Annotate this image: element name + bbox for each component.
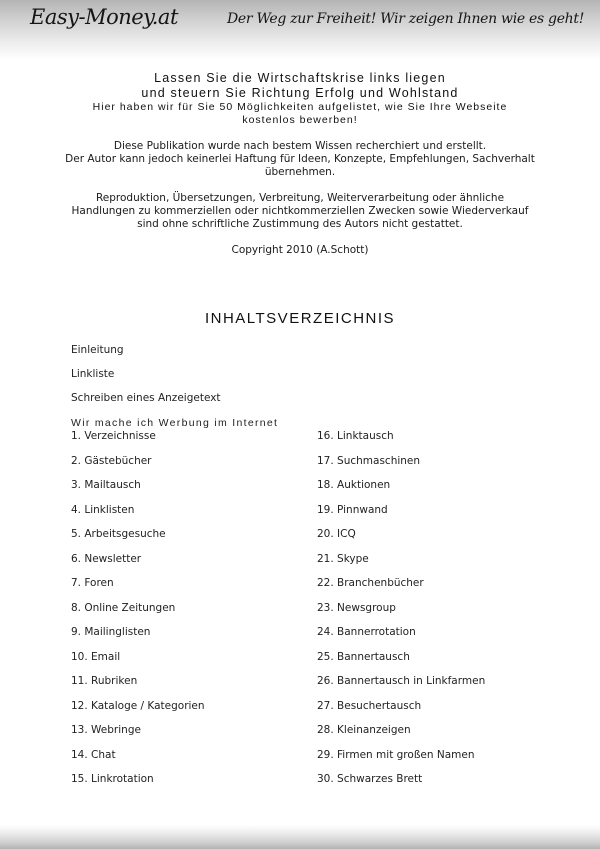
toc-item-linkliste[interactable]: Linkliste (71, 368, 115, 380)
toc-entry[interactable]: 3. Mailtausch (71, 479, 141, 491)
rights-line: Reproduktion, Übersetzungen, Verbreitung, Weiterverarbeitung oder ähnliche (95, 192, 505, 204)
toc-entry[interactable]: 26. Bannertausch in Linkfarmen (317, 675, 486, 687)
toc-entry[interactable]: 11. Rubriken (71, 675, 138, 687)
toc-left-column (71, 429, 205, 797)
toc-item-anzeigetext[interactable]: Schreiben eines Anzeigetext (71, 392, 221, 404)
rights-line: sind ohne schriftliche Zustimmung des Autors nicht gestattet. (137, 218, 463, 230)
rights-notice (40, 192, 560, 231)
disclaimer (40, 140, 560, 179)
toc-entry[interactable]: 21. Skype (317, 552, 369, 565)
toc-entry[interactable]: 20. ICQ (317, 528, 356, 540)
copyright: Copyright 2010 (A.Schott) (231, 244, 369, 256)
page-footer-banner (0, 825, 600, 849)
toc-entry[interactable]: 5. Arbeitsgesuche (71, 528, 166, 540)
toc-entry[interactable]: 12. Kataloge / Kategorien (71, 699, 205, 712)
toc-entry[interactable]: 28. Kleinanzeigen (317, 724, 411, 736)
toc-entry[interactable]: 4. Linklisten (71, 503, 135, 516)
site-logo: Easy-Money.at (30, 5, 178, 29)
subline-line: kostenlos bewerben! (242, 114, 358, 126)
toc-entry[interactable]: 15. Linkrotation (71, 773, 154, 785)
headline (40, 71, 560, 101)
disclaimer-line: übernehmen. (264, 166, 336, 178)
subline-line: Hier haben wir für Sie 50 Möglichkeiten aufgelistet, wie Sie Ihre Webseite (92, 101, 508, 113)
toc-entry[interactable]: 8. Online Zeitungen (71, 601, 176, 614)
intro-section (40, 71, 560, 257)
headline-line: Lassen Sie die Wirtschaftskrise links liegen (154, 71, 446, 85)
rights-line: Handlungen zu kommerziellen oder nichtkommerziellen Zwecken sowie Wiederverkauf (71, 205, 529, 217)
toc-section-label: Wir mache ich Werbung im Internet (71, 417, 279, 429)
toc-title: INHALTSVERZEICHNIS (204, 310, 396, 327)
toc-entry[interactable]: 19. Pinnwand (317, 503, 388, 516)
toc-entry[interactable]: 22. Branchenbücher (317, 577, 424, 589)
disclaimer-line: Der Autor kann jedoch keinerlei Haftung für Ideen, Konzepte, Empfehlungen, Sachverhalt (65, 153, 535, 165)
toc-entry[interactable]: 17. Suchmaschinen (317, 454, 421, 467)
toc-entry[interactable]: 24. Bannerrotation (317, 626, 416, 638)
toc-entry[interactable]: 18. Auktionen (317, 479, 391, 491)
toc-entry[interactable]: 7. Foren (71, 577, 114, 589)
subline (40, 101, 560, 127)
toc-item-einleitung[interactable]: Einleitung (71, 344, 124, 356)
toc-entry[interactable]: 30. Schwarzes Brett (317, 773, 423, 785)
toc-entry[interactable]: 27. Besuchertausch (317, 699, 422, 712)
toc-entry[interactable]: 14. Chat (71, 748, 116, 761)
toc-entry[interactable]: 10. Email (71, 650, 121, 663)
toc-entry[interactable]: 25. Bannertausch (317, 650, 410, 663)
toc-entry[interactable]: 29. Firmen mit großen Namen (317, 748, 475, 761)
toc-entry[interactable]: 1. Verzeichnisse (71, 430, 156, 442)
toc-entry[interactable]: 23. Newsgroup (317, 601, 396, 614)
site-slogan: Der Weg zur Freiheit! Wir zeigen Ihnen wie es geht! (227, 11, 585, 27)
toc-entry[interactable]: 2. Gästebücher (71, 454, 152, 467)
toc-right-column (317, 429, 485, 797)
toc-entry[interactable]: 16. Linktausch (317, 430, 394, 442)
disclaimer-line: Diese Publikation wurde nach bestem Wissen recherchiert und erstellt. (113, 140, 487, 152)
toc-entry[interactable]: 9. Mailinglisten (71, 626, 151, 638)
headline-line: und steuern Sie Richtung Erfolg und Wohlstand (141, 86, 459, 100)
toc-entry[interactable]: 6. Newsletter (71, 552, 142, 565)
page-header-banner (0, 0, 600, 60)
toc-entry[interactable]: 13. Webringe (71, 724, 141, 736)
